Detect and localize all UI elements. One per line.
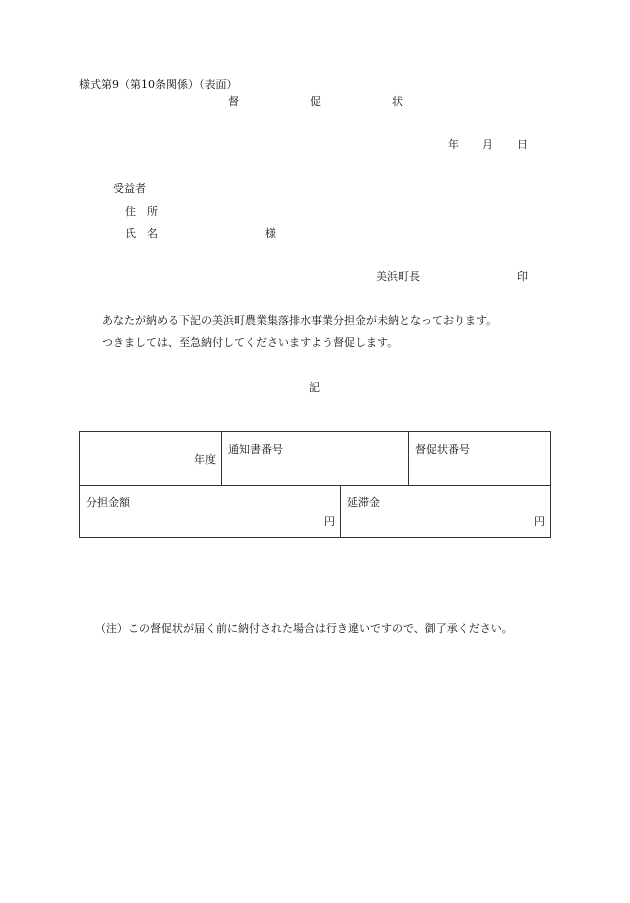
cell-reminder-number bbox=[408, 431, 551, 486]
name-label: 氏 名 bbox=[125, 227, 158, 240]
form-label: 様式第9（第10条関係）（表面） bbox=[79, 78, 238, 91]
issuer-title: 美浜町長 bbox=[376, 270, 420, 283]
cell-notice-number bbox=[221, 431, 409, 486]
fiscal-year-label: 年度 bbox=[194, 453, 216, 466]
recipient-label: 受益者 bbox=[113, 182, 146, 195]
title-char-3: 状 bbox=[392, 95, 403, 108]
address-label: 住 所 bbox=[125, 205, 158, 218]
late-fee-label: 延滞金 bbox=[347, 496, 380, 509]
title-char-2: 促 bbox=[310, 95, 321, 108]
body-line-1: あなたが納める下記の美浜町農業集落排水事業分担金が未納となっております。 bbox=[102, 314, 498, 327]
cell-share-amount bbox=[79, 485, 341, 538]
date-year: 年 bbox=[448, 138, 459, 151]
reminder-number-label: 督促状番号 bbox=[415, 443, 470, 456]
date-month: 月 bbox=[482, 138, 493, 151]
honorific: 様 bbox=[265, 227, 276, 240]
title-char-1: 督 bbox=[228, 95, 239, 108]
notice-number-label: 通知書番号 bbox=[228, 443, 283, 456]
body-line-2: つきましては、至急納付してくださいますよう督促します。 bbox=[102, 336, 399, 349]
late-fee-yen: 円 bbox=[534, 515, 545, 528]
document-title bbox=[0, 95, 630, 111]
ki-heading: 記 bbox=[309, 381, 320, 394]
cell-fiscal-year bbox=[79, 431, 222, 486]
share-amount-yen: 円 bbox=[324, 515, 335, 528]
seal-mark: 印 bbox=[517, 270, 528, 283]
share-amount-label: 分担金額 bbox=[86, 496, 130, 509]
footnote: （注）この督促状が届く前に納付された場合は行き違いですので、御了承ください。 bbox=[95, 622, 513, 635]
record-table bbox=[79, 431, 551, 538]
cell-late-fee bbox=[340, 485, 551, 538]
date-day: 日 bbox=[517, 138, 528, 151]
